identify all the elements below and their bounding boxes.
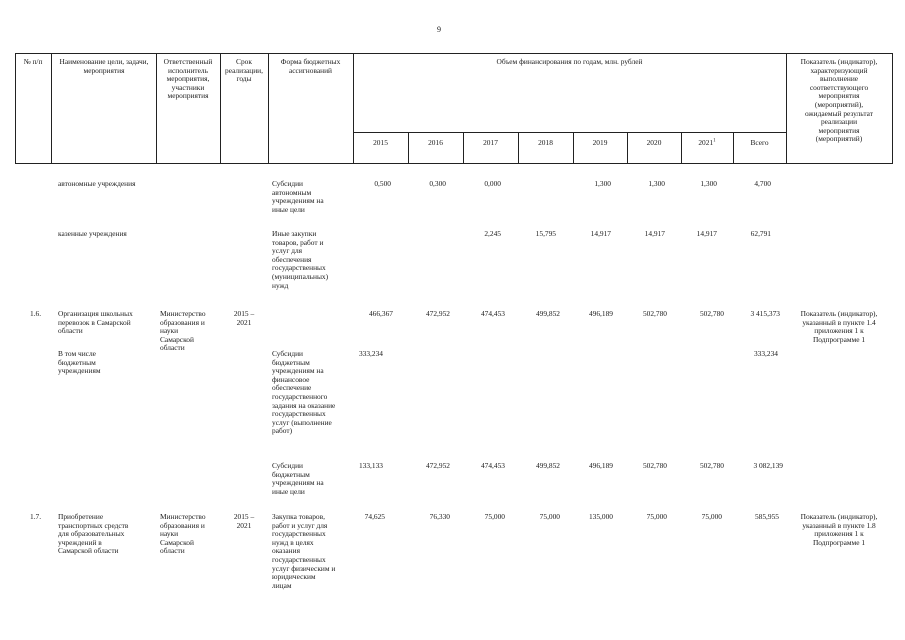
year-2016: 2016 [428, 138, 443, 147]
years-top-border [353, 132, 786, 133]
row-state-2018: 15,795 [535, 229, 556, 238]
row-1-7-responsible: Министерство образования и науки Самарской области [160, 512, 206, 556]
row-1-7-indicator: Показатель (индикатор), указанный в пункте 1.8 приложения 1 к Подпрограмме 1 [800, 512, 878, 547]
header-form: Форма бюджетных ассигнований [280, 57, 341, 75]
row-1-7-2018: 75,000 [539, 512, 560, 521]
row-1-7-2019: 135,000 [588, 512, 613, 521]
row-1-6a-name: В том числе бюджетным учреждениям [58, 349, 101, 376]
row-1-6-responsible: Министерство образования и науки Самарской области [160, 309, 206, 353]
row-1-6-term: 2015 – 2021 [233, 309, 255, 327]
row-auto-2015: 0,500 [374, 179, 391, 188]
year-2017: 2017 [483, 138, 498, 147]
row-auto-2017: 0,000 [484, 179, 501, 188]
page-number: 9 [437, 25, 441, 34]
row-1-6b-2021: 502,780 [699, 461, 724, 470]
row-1-6-total: 3 415,373 [750, 309, 780, 318]
row-1-7-total: 585,955 [754, 512, 779, 521]
row-1-7-form: Закупка товаров, работ и услуг для государственных нужд в целях оказания государственных услуг физическим и юридическим лицам [272, 512, 336, 590]
row-1-6-2018: 499,852 [535, 309, 560, 318]
row-1-6b-2018: 499,852 [535, 461, 560, 470]
table-top-border [15, 53, 892, 54]
row-1-6b-2016: 472,952 [425, 461, 450, 470]
row-auto-2020: 1,300 [648, 179, 665, 188]
row-1-7-2015: 74,625 [364, 512, 385, 521]
col-border [408, 132, 409, 164]
row-1-6-2015: 466,367 [368, 309, 393, 318]
row-1-6-name: Организация школьных перевозок в Самарской области [58, 309, 133, 336]
row-auto-form: Субсидии автономным учреждениям на иные цели [272, 179, 324, 214]
header-finance: Объем финансирования по годам, млн. рублей [496, 57, 643, 66]
row-1-7-2016: 76,330 [429, 512, 450, 521]
col-border [733, 132, 734, 164]
col-border [627, 132, 628, 164]
row-auto-total: 4,700 [754, 179, 771, 188]
row-state-2021: 14,917 [696, 229, 717, 238]
row-1-6a-total: 333,234 [753, 349, 778, 358]
row-state-2019: 14,917 [590, 229, 611, 238]
row-1-6b-2017: 474,453 [480, 461, 505, 470]
row-auto-2019: 1,300 [594, 179, 611, 188]
header-term: Срок реализации, годы [225, 57, 263, 84]
col-border [463, 132, 464, 164]
row-1-6a-form: Субсидии бюджетным учреждениям на финансовое обеспечение государственного задания на оказание государственных услуг (выполнение работ) [272, 349, 336, 436]
header-bottom-border [15, 163, 892, 164]
row-1-6-2020: 502,780 [642, 309, 667, 318]
year-total: Всего [750, 138, 769, 147]
row-1-6-2021: 502,780 [699, 309, 724, 318]
row-1-6b-form: Субсидии бюджетным учреждениям на иные цели [272, 461, 324, 496]
year-2018: 2018 [538, 138, 553, 147]
year-2021: 2021$^1$ [698, 138, 716, 147]
header-num: № п/п [23, 57, 43, 66]
header-name: Наименование цели, задачи, мероприятия [59, 57, 149, 75]
row-1-7-2021: 75,000 [701, 512, 722, 521]
row-1-6-2019: 496,189 [588, 309, 613, 318]
row-1-6b-2015: 133,133 [358, 461, 383, 470]
row-1-6-2016: 472,952 [425, 309, 450, 318]
row-1-6-indicator: Показатель (индикатор), указанный в пункте 1.4 приложения 1 к Подпрограмме 1 [800, 309, 878, 344]
row-1-7-term: 2015 – 2021 [233, 512, 255, 530]
row-1-6-2017: 474,453 [480, 309, 505, 318]
row-state-2020: 14,917 [644, 229, 665, 238]
row-1-7-num: 1.7. [30, 512, 42, 521]
col-border [518, 132, 519, 164]
row-1-7-2017: 75,000 [484, 512, 505, 521]
row-state-form: Иные закупки товаров, работ и услуг для обеспечения государственных (муниципальных) нужд [272, 229, 329, 290]
row-auto-name: автономные учреждения [58, 179, 136, 188]
header-responsible: Ответственный исполнитель мероприятия, участники мероприятия [163, 57, 213, 101]
row-1-6b-total: 3 082,139 [753, 461, 783, 470]
row-auto-2016: 0,300 [429, 179, 446, 188]
header-indicator: Показатель (индикатор), характеризующий выполнение соответствующего мероприятия (мероприятий), ожидаемый результат реализации мероприятия (мероприятий) [800, 57, 878, 144]
row-1-6a-2015: 333,234 [358, 349, 383, 358]
col-border [892, 53, 893, 164]
row-auto-2021: 1,300 [700, 179, 717, 188]
year-2019: 2019 [592, 138, 608, 147]
year-2015: 2015 [373, 138, 388, 147]
row-state-2017: 2,245 [484, 229, 501, 238]
row-1-7-2020: 75,000 [646, 512, 667, 521]
row-state-total: 62,791 [750, 229, 771, 238]
col-border [15, 53, 16, 164]
row-1-7-name: Приобретение транспортных средств для образовательных учреждений в Самарской области [58, 512, 129, 556]
row-state-name: казенные учреждения [58, 229, 127, 238]
year-2020: 2020 [646, 138, 662, 147]
row-1-6-num: 1.6. [30, 309, 42, 318]
col-border [51, 53, 52, 164]
col-border [681, 132, 682, 164]
col-border [573, 132, 574, 164]
row-1-6b-2019: 496,189 [588, 461, 613, 470]
row-1-6b-2020: 502,780 [642, 461, 667, 470]
